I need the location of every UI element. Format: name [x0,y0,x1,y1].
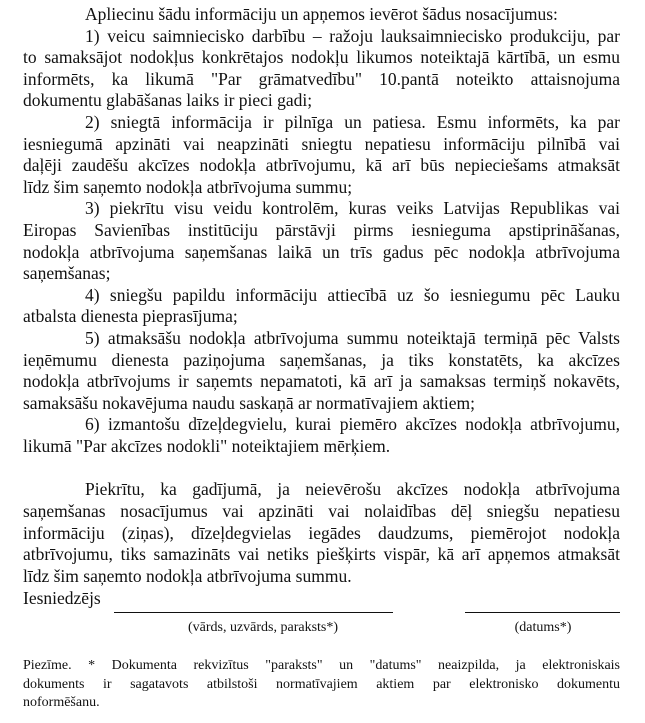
text-line: daļēji zaudēšu akcīzes nodokļa atbrīvojumu, kā arī būs nepieciešams atmaksāt [23,155,620,176]
text-line: līdz šim saņemto nodokļa atbrīvojuma summu. [23,565,352,586]
text-line: samaksāšu nokavējuma naudu saskaņā ar normatīvajiem aktiem; [23,392,475,413]
text-line: likumā "Par akcīzes nodokli" noteiktajiem mērķiem. [23,435,391,456]
text-line: 1) veicu saimniecisko darbību – ražoju lauksaimniecisko produkciju, par [85,25,620,46]
text-line: 2) sniegtā informācija ir pilnīga un patiesa. Esmu informēts, ka par [85,111,620,132]
text-line: nodokļa atbrīvojums ir saņemts nepamatoti, kā arī ja samaksas termiņš nokavēts, [23,371,620,392]
text-line: 6) izmantošu dīzeļdegvielu, kurai piemēro akcīzes nodokļa atbrīvojumu, [85,414,620,435]
text-line: iesniegumā apzināti vai neapzināti sniegtu nepatiesu informāciju pilnībā vai [23,133,620,154]
text-line: to samaksājot nodokļus konkrētajos nodokļu likumos noteiktajā kārtībā, un esmu [23,47,620,68]
text-line: 3) piekrītu visu veidu kontrolēm, kuras veiks Latvijas Republikas vai [85,198,620,219]
paragraph [23,26,620,112]
note-line: dokuments ir sagatavots atbilstoši normatīvajiem aktiem par elektronisko dokumentu [23,676,620,692]
name-signature-line [114,612,393,613]
note-line: noformēšanu. [23,695,100,710]
text-line: līdz šim saņemto nodokļa atbrīvojuma summu; [23,176,353,197]
applicant-label: Iesniedzējs [23,588,101,608]
paragraph [23,328,620,414]
text-line: informēts, ka likumā "Par grāmatvedību" 10.pantā noteikto attaisnojuma [23,68,620,89]
text-line: dokumentu glabāšanas laiks ir pieci gadi; [23,90,313,111]
name-signature-caption: (vārds, uzvārds, paraksts*) [187,620,339,635]
text-line: 4) sniegšu papildu informāciju attiecībā uz šo iesniegumu pēc Lauku [85,284,620,305]
paragraph [23,285,620,328]
footnote [23,657,620,713]
text-line: Piekrītu, ka gadījumā, ja neievērošu akcīzes nodokļa atbrīvojuma [85,479,620,500]
text-line: saņemšanas; [23,263,111,284]
paragraph-gap [23,457,620,479]
declaration-body [23,0,620,587]
text-line: Eiropas Savienības institūciju pārstāvji pirms iesnieguma apstiprināšanas, [23,219,620,240]
note-line: Piezīme. * Dokumenta rekvizītus "paraksts" un "datums" neaizpilda, ja elektroniskais [23,658,620,673]
text-line: 5) atmaksāšu nodokļa atbrīvojuma summu noteiktajā termiņā pēc Valsts [85,327,620,348]
text-line: informāciju (ziņas), dīzeļdegvielas iegādes daudzums, piemērojot nodokļa [23,522,620,543]
date-line [465,612,620,613]
paragraph [23,198,620,284]
text-line: Apliecinu šādu informāciju un apņemos ievērot šādus nosacījumus: [85,4,558,24]
paragraph [23,112,620,198]
text-line: atbalsta dienesta pieprasījuma; [23,306,238,327]
paragraph [23,479,620,587]
text-line: nodokļa atbrīvojuma saņemšanas laikā un trīs gadus pēc nodokļa atbrīvojuma [23,241,620,262]
date-caption: (datums*) [514,620,572,635]
paragraph [23,414,620,457]
paragraph [23,4,620,26]
text-line: ieņēmumu dienesta paziņojuma saņemšanas, ja tiks konstatēts, ka akcīzes [23,349,620,370]
text-line: atbrīvojumu, tiks samazināts vai netiks piešķirts vispār, kā arī apņemos atmaksāt [23,544,620,565]
text-line: saņemšanas nosacījumus vai apzināti vai nolaidības dēļ sniegšu nepatiesu [23,501,620,522]
signature-block [23,588,620,638]
